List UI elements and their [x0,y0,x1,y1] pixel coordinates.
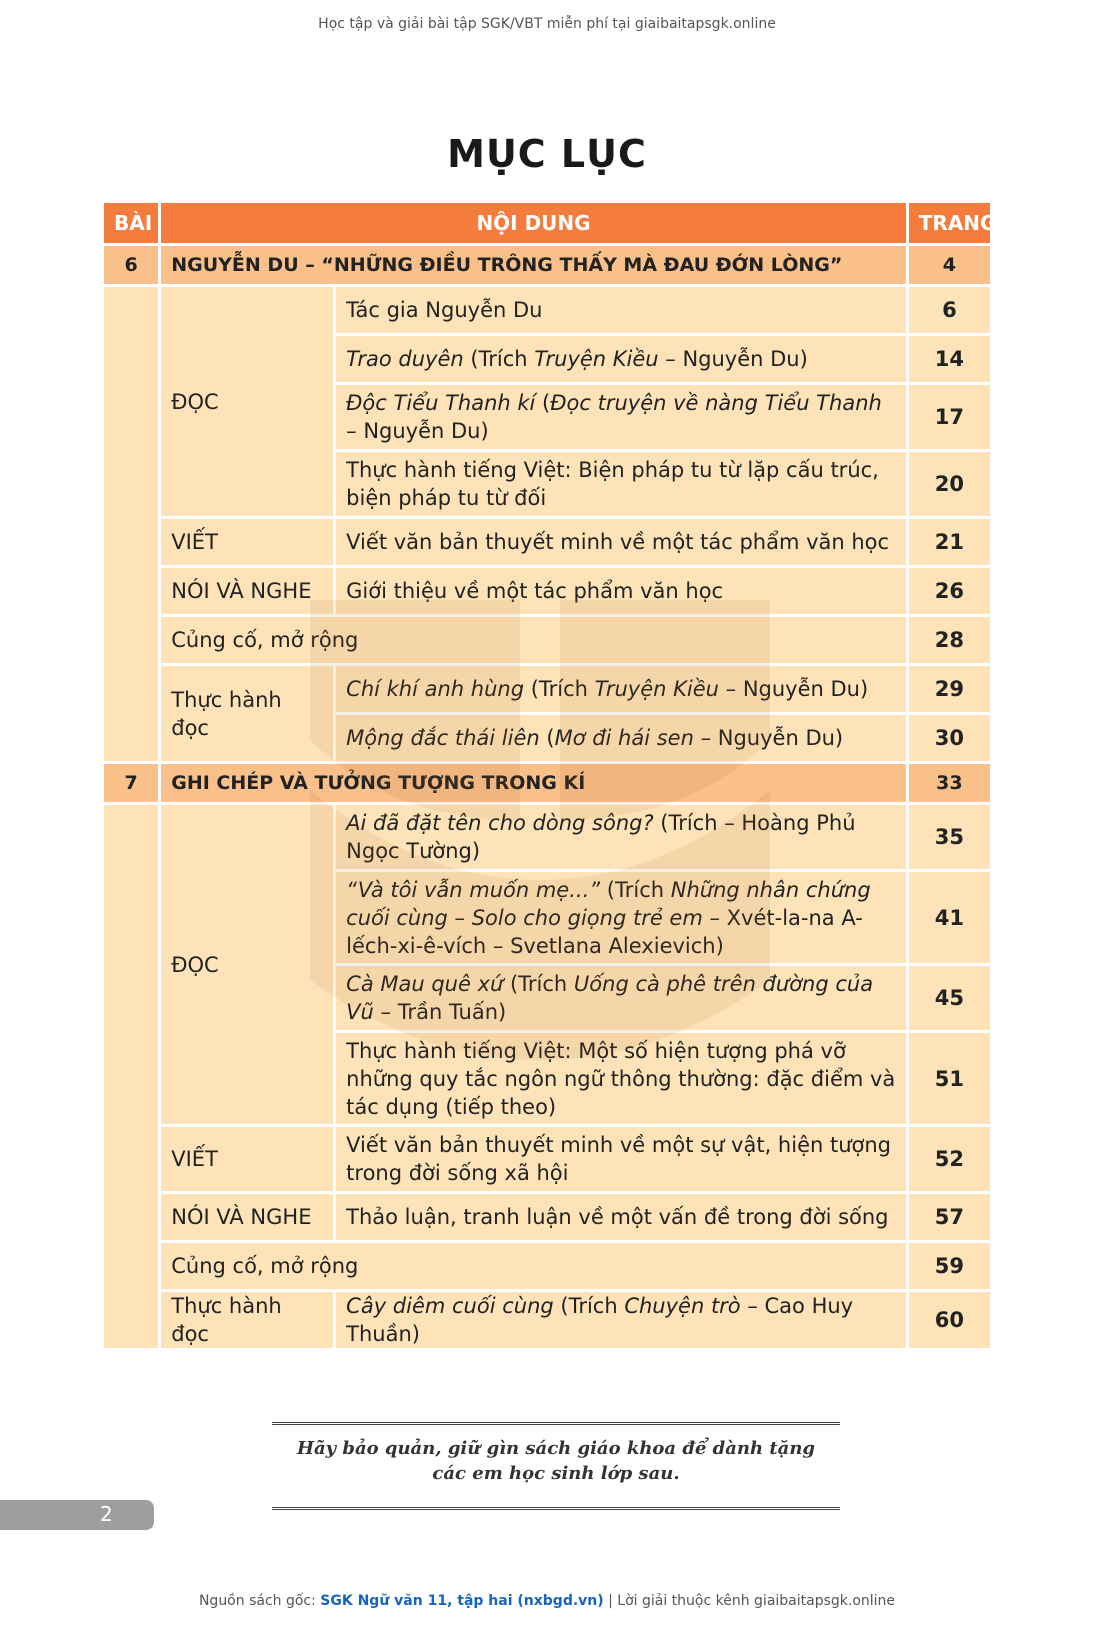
page-number-label: 2 [100,1502,113,1526]
toc-row [104,617,990,666]
toc-entry [336,336,909,385]
table-header-row [104,203,990,246]
page-number: 57 [909,1194,990,1243]
toc-entry-text: Truyện Kiều [534,347,659,371]
toc-entry [336,519,909,568]
toc-row [104,805,990,872]
page-number: 45 [909,966,990,1033]
unit-title: NGUYỄN DU – “NHỮNG ĐIỀU TRÔNG THẤY MÀ ĐAU ĐỚN LÒNG” [161,246,909,287]
preservation-note [272,1436,840,1486]
page-number: 21 [909,519,990,568]
toc-entry-text: – Nguyễn Du) [658,347,808,371]
footer-source-link[interactable]: SGK Ngữ văn 11, tập hai (nxbgd.vn) [320,1593,604,1609]
toc-entry-text: Uống cà phê trên đường của Vũ [346,972,874,1024]
toc-entry-text: ( [539,726,555,750]
footer-prefix: Nguồn sách gốc: [198,1593,321,1609]
toc-entry-text: – Nguyễn Du) [346,419,489,443]
page-number: 17 [909,385,990,452]
page-number: 52 [909,1127,990,1194]
toc-row [104,287,990,336]
page-number: 33 [909,764,990,805]
page-number: 4 [909,246,990,287]
header-noi-dung: NỘI DUNG [161,203,909,246]
page-number: 20 [909,452,990,519]
toc-entry-text: – Nguyễn Du) [718,677,869,701]
toc-entry-text: – Trần Tuấn) [373,1000,507,1024]
toc-entry [336,715,909,764]
preservation-note-line-2: các em học sinh lớp sau. [432,1463,680,1484]
toc-entry-text: (Trích [553,1294,625,1318]
unit-title: GHI CHÉP VÀ TƯỞNG TƯỢNG TRONG KÍ [161,764,909,805]
page-number: 59 [909,1243,990,1292]
toc-entry-text: (Trích [463,347,535,371]
page-number: 30 [909,715,990,764]
toc-entry-text: (Trích [524,677,595,701]
page-number: 35 [909,805,990,872]
page-number: 6 [909,287,990,336]
toc-entry-text: – Nguyễn Du) [693,726,844,750]
category-doc: ĐỌC [161,287,336,519]
toc-entry-text: Độc Tiểu Thanh kí [346,391,536,415]
toc-entry-text: Thảo luận, tranh luận về một vấn đề trong đời sống [346,1205,889,1229]
footer-note [0,1593,1094,1609]
unit-number: 7 [104,764,161,805]
toc-entry-text: Cà Mau quê xứ [346,972,504,996]
toc-entry-text: ( [535,391,551,415]
toc-row [104,1292,990,1351]
bai-spacer [104,287,161,764]
category-cung-co: Củng cố, mở rộng [161,617,909,666]
toc-entry-text: Chuyện trò [624,1294,741,1318]
toc-entry-text: Thực hành tiếng Việt: Biện pháp tu từ lặp cấu trúc, biện pháp tu từ đối [346,458,879,510]
category-thuc-hanh-doc: Thực hành đọc [161,666,336,764]
category-cung-co: Củng cố, mở rộng [161,1243,909,1292]
toc-entry [336,287,909,336]
toc-entry-text: Trao duyên [346,347,464,371]
page-number: 41 [909,872,990,966]
toc-row [104,1194,990,1243]
toc-entry-text: Viết văn bản thuyết minh về một tác phẩm văn học [346,530,890,554]
toc-entry-text: Đọc truyện về nàng Tiểu Thanh [550,391,882,415]
bai-spacer [104,805,161,1351]
page-number: 29 [909,666,990,715]
unit-row-6 [104,246,990,287]
category-doc: ĐỌC [161,805,336,1127]
toc-entry-text: – Xvét-la-na A-lếch-xi-ê-vích – Svetlana Alexievich) [346,905,863,958]
page-number: 26 [909,568,990,617]
toc-entry [336,1033,909,1127]
category-noi-va-nghe: NÓI VÀ NGHE [161,568,336,617]
toc-row [104,568,990,617]
preservation-note-line-1: Hãy bảo quản, giữ gìn sách giáo khoa để dành tặng [296,1438,816,1459]
category-viet: VIẾT [161,1127,336,1194]
toc-entry-text: Tác gia Nguyễn Du [346,298,543,322]
toc-entry [336,1194,909,1243]
toc-entry-text: (Trích – Hoàng Phủ Ngọc Tường) [346,811,856,863]
header-bai: BÀI [104,203,161,246]
category-noi-va-nghe: NÓI VÀ NGHE [161,1194,336,1243]
toc-entry [336,872,909,966]
unit-row-7 [104,764,990,805]
toc-entry-text: (Trích [600,877,671,902]
toc-entry [336,568,909,617]
toc-row [104,1127,990,1194]
toc-entry [336,1292,909,1351]
header-note: Học tập và giải bài tập SGK/VBT miễn phí tại giaibaitapsgk.online [318,16,776,32]
page-number: 14 [909,336,990,385]
toc-entry-text: Thực hành tiếng Việt: Một số hiện tượng phá vỡ những quy tắc ngôn ngữ thông thường: đặc điểm và tác dụng (tiếp theo) [346,1038,896,1119]
toc-entry [336,385,909,452]
toc-entry-text: Giới thiệu về một tác phẩm văn học [346,579,724,603]
page-title: MỤC LỤC [447,132,647,176]
toc-entry-text: “Và tôi vẫn muốn mẹ...” [346,877,601,902]
toc-entry-text: – Cao Huy Thuần) [346,1294,854,1346]
toc-row [104,519,990,568]
toc-entry [336,966,909,1033]
table-of-contents [104,203,997,1351]
toc-entry-text: Mộng đắc thái liên [346,726,540,750]
toc-entry-text: Chí khí anh hùng [346,677,525,701]
page-number: 60 [909,1292,990,1351]
toc-entry [336,1127,909,1194]
toc-entry [336,666,909,715]
page-number-tab [0,1500,154,1530]
toc-entry-text: Truyện Kiều [594,677,719,701]
toc-entry-text: (Trích [503,972,574,996]
toc-entry-text: Viết văn bản thuyết minh về một sự vật, hiện tượng trong đời sống xã hội [346,1133,892,1185]
page-number: 51 [909,1033,990,1127]
toc-entry-text: Mơ đi hái sen [554,726,694,750]
page-number: 28 [909,617,990,666]
unit-number: 6 [104,246,161,287]
category-thuc-hanh-doc: Thực hành đọc [161,1292,336,1351]
toc-entry-text: Cây diêm cuối cùng [346,1294,554,1318]
footer-suffix: | Lời giải thuộc kênh giaibaitapsgk.online [603,1593,896,1609]
toc-entry [336,805,909,872]
toc-entry-text: Ai đã đặt tên cho dòng sông? [346,811,654,835]
toc-row [104,1243,990,1292]
category-viet: VIẾT [161,519,336,568]
header-trang: TRANG [909,203,990,246]
toc-row [104,666,990,715]
toc-entry-text: Những nhân chứng cuối cùng – Solo cho giọng trẻ em [346,877,871,930]
toc-entry [336,452,909,519]
